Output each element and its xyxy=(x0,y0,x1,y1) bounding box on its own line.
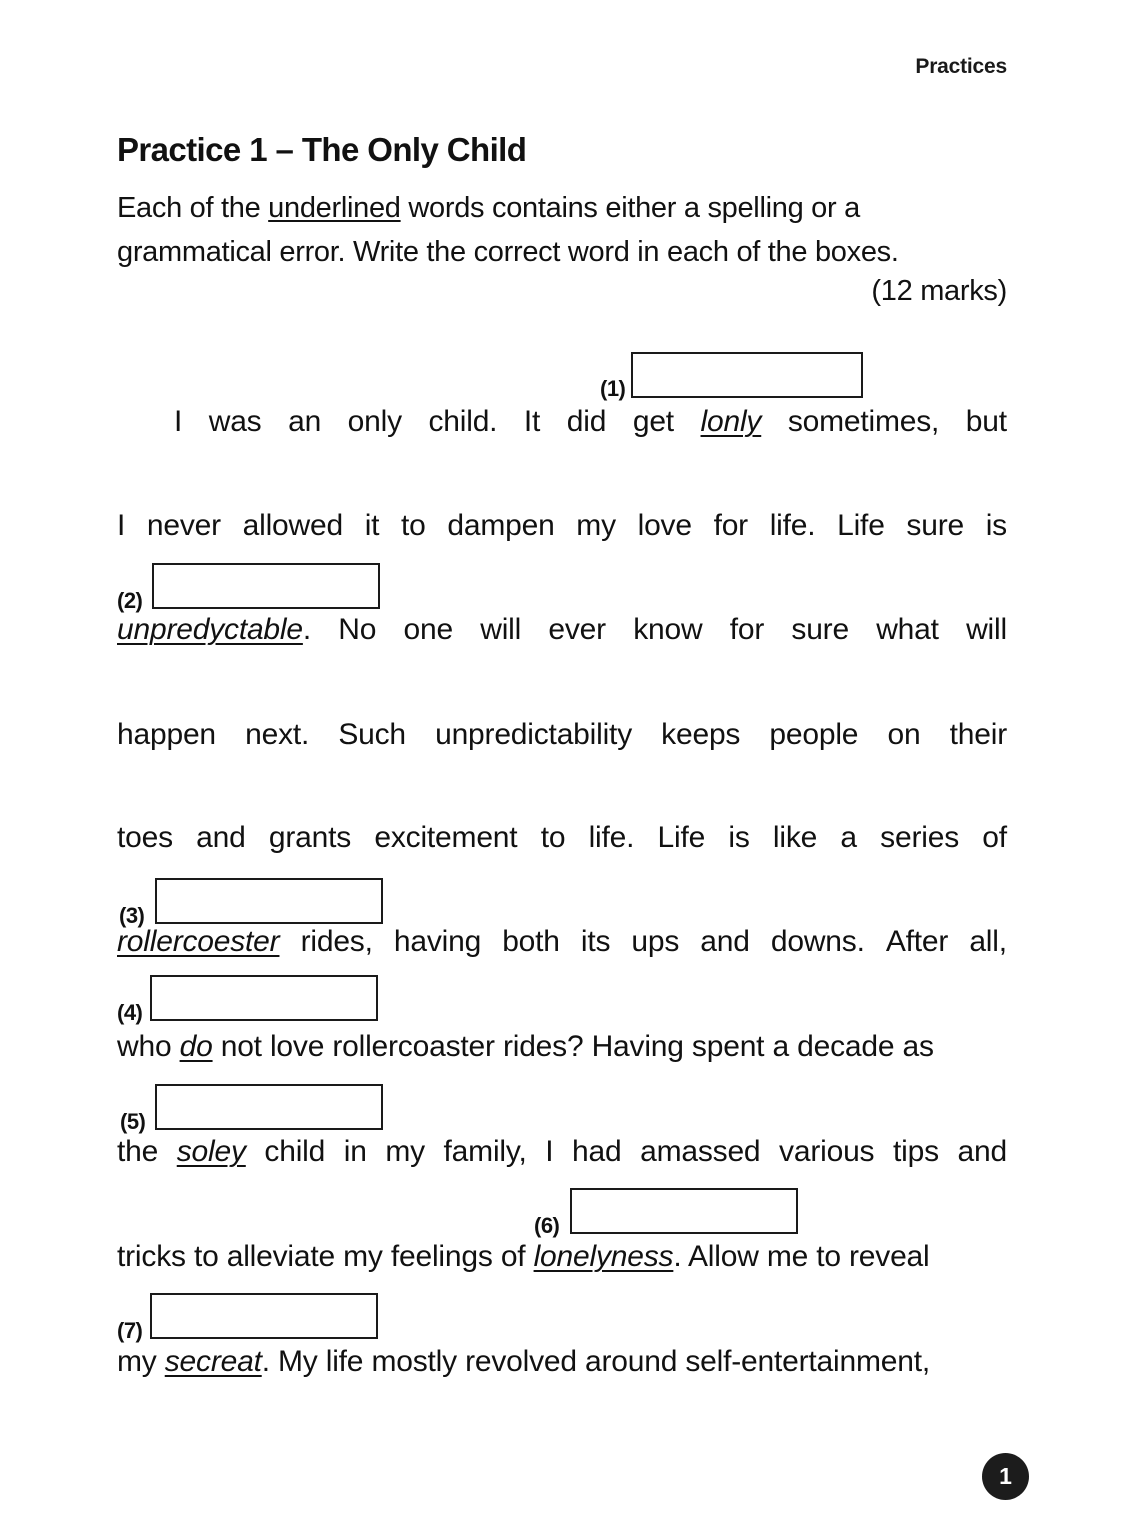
passage-word: to xyxy=(193,1240,219,1273)
passage-word: a xyxy=(840,821,857,854)
passage-word: an xyxy=(288,405,322,438)
passage-word: self-entertainment, xyxy=(685,1345,931,1378)
error-word: lonelyness. xyxy=(533,1240,682,1273)
instructions-text xyxy=(117,186,1010,274)
error-word xyxy=(177,1135,246,1169)
passage-word: my xyxy=(385,1135,425,1168)
passage-word: life. xyxy=(769,509,816,542)
passage-word: to xyxy=(540,821,566,854)
passage-word: excitement xyxy=(374,821,518,854)
passage-line xyxy=(117,405,1007,439)
passage-word: around xyxy=(585,1345,678,1378)
answer-box-1[interactable] xyxy=(631,352,863,398)
passage-word: child xyxy=(264,1135,326,1168)
running-head: Practices xyxy=(915,55,1007,78)
passage-word: it xyxy=(364,509,380,542)
error-word xyxy=(117,925,279,959)
passage-word: tricks xyxy=(117,1240,186,1273)
passage-word: all, xyxy=(969,925,1007,958)
error-word-underlined: unpredyctable xyxy=(117,613,303,646)
passage-word: for xyxy=(713,509,748,542)
answer-box-3[interactable] xyxy=(155,878,383,924)
error-word-underlined: rollercoester xyxy=(117,925,280,958)
instructions-part-1: Each of the xyxy=(117,192,269,224)
passage-word: No xyxy=(338,613,377,646)
answer-box-label-4: (4) xyxy=(117,1000,143,1025)
passage-word: a xyxy=(772,1030,789,1063)
passage-word: what xyxy=(876,613,939,646)
passage-word: my xyxy=(117,1345,157,1378)
passage-word: having xyxy=(393,925,482,958)
passage-word: unpredictability xyxy=(435,718,632,751)
passage-word: had xyxy=(571,1135,622,1168)
passage-word: I xyxy=(117,509,126,542)
passage-word: grants xyxy=(268,821,352,854)
answer-box-label-2: (2) xyxy=(117,588,143,613)
passage-word: series xyxy=(880,821,959,854)
answer-box-5[interactable] xyxy=(155,1084,383,1130)
passage-line xyxy=(117,1030,1007,1064)
passage-word: of xyxy=(500,1240,526,1273)
answer-box-label-7: (7) xyxy=(117,1318,143,1343)
passage-word: one xyxy=(403,613,453,646)
passage-word: rollercoaster xyxy=(332,1030,495,1063)
error-word-underlined: do xyxy=(179,1030,213,1063)
error-word xyxy=(701,405,762,439)
passage-word: alleviate xyxy=(226,1240,335,1273)
passage-word: next. xyxy=(245,718,310,751)
page-number-badge: 1 xyxy=(982,1453,1029,1500)
answer-box-4[interactable] xyxy=(150,975,378,1021)
passage-line xyxy=(117,925,1007,959)
error-word: unpredyctable. xyxy=(117,613,312,646)
answer-box-label-5: (5) xyxy=(120,1109,146,1134)
passage-word: people xyxy=(769,718,859,751)
answer-box-7[interactable] xyxy=(150,1293,378,1339)
passage-word: sure xyxy=(791,613,849,646)
passage-word: me xyxy=(766,1240,809,1273)
passage-word: on xyxy=(887,718,921,751)
passage-word: keeps xyxy=(661,718,741,751)
error-word: secreat. xyxy=(164,1345,270,1378)
answer-box-label-1: (1) xyxy=(600,376,626,401)
passage-word: and xyxy=(957,1135,1007,1168)
page-title: Practice 1 – The Only Child xyxy=(117,131,527,168)
error-word-underlined: lonly xyxy=(700,405,762,438)
marks-allocation: (12 marks) xyxy=(871,275,1007,307)
passage-word: reveal xyxy=(849,1240,930,1273)
passage-word: child. xyxy=(428,405,498,438)
passage-word: both xyxy=(502,925,560,958)
passage-word: sometimes, xyxy=(787,405,940,438)
passage-word: Such xyxy=(338,718,406,751)
passage-word: mostly xyxy=(371,1345,457,1378)
passage-word: tips xyxy=(892,1135,939,1168)
passage-word: various xyxy=(779,1135,875,1168)
passage-word: It xyxy=(523,405,541,438)
passage-word: Allow xyxy=(687,1240,759,1273)
passage-word: sure xyxy=(906,509,964,542)
passage-word: its xyxy=(580,925,611,958)
answer-box-label-3: (3) xyxy=(119,903,145,928)
passage-word: of xyxy=(982,821,1007,854)
passage-word: who xyxy=(117,1030,172,1063)
passage-word: to xyxy=(401,509,426,542)
passage-word: feelings xyxy=(390,1240,493,1273)
error-word xyxy=(180,1030,213,1063)
passage-word: get xyxy=(632,405,674,438)
passage-word: did xyxy=(566,405,607,438)
passage-word: After xyxy=(885,925,949,958)
error-word-underlined: soley xyxy=(176,1135,246,1168)
passage-word: as xyxy=(902,1030,934,1063)
passage-line xyxy=(117,509,1007,543)
passage-word: rides, xyxy=(300,925,373,958)
passage-word: is xyxy=(728,821,750,854)
passage-word: My xyxy=(278,1345,318,1378)
answer-box-label-6: (6) xyxy=(534,1213,560,1238)
passage-word: love xyxy=(269,1030,325,1063)
passage-line xyxy=(117,1240,1007,1274)
passage-word: know xyxy=(633,613,703,646)
passage-word: rides? xyxy=(502,1030,584,1063)
instructions-underlined-word: underlined xyxy=(268,192,401,224)
passage-word: happen xyxy=(117,718,216,751)
passage-word: I xyxy=(545,1135,554,1168)
passage-word: Having xyxy=(591,1030,684,1063)
passage-word: life xyxy=(325,1345,364,1378)
passage-word: revolved xyxy=(465,1345,577,1378)
passage-word: my xyxy=(576,509,616,542)
passage-word: allowed xyxy=(242,509,343,542)
passage-word: will xyxy=(966,613,1007,646)
error-word-underlined: secreat xyxy=(164,1345,262,1378)
instructions-part-2: words contains either a spelling or a grammatical error. Write the correct word in each of the boxes. xyxy=(117,192,899,268)
passage-word: toes xyxy=(117,821,173,854)
passage-line xyxy=(117,1135,1007,1169)
passage-word: the xyxy=(117,1135,159,1168)
passage-line xyxy=(117,613,1007,647)
passage-word: Life xyxy=(837,509,885,542)
passage-word: life. xyxy=(588,821,635,854)
passage-word: was xyxy=(208,405,262,438)
passage-word: their xyxy=(949,718,1007,751)
passage-word: dampen xyxy=(447,509,555,542)
passage-word: I xyxy=(174,405,183,438)
passage-word: and xyxy=(196,821,246,854)
passage-line xyxy=(117,821,1007,855)
passage-word: is xyxy=(985,509,1007,542)
passage-word: Life xyxy=(657,821,706,854)
passage-word: for xyxy=(729,613,765,646)
passage-word: in xyxy=(343,1135,367,1168)
passage-word: ever xyxy=(548,613,606,646)
passage-word: never xyxy=(146,509,221,542)
answer-box-2[interactable] xyxy=(152,563,380,609)
passage-word: ups xyxy=(631,925,680,958)
passage-word: to xyxy=(816,1240,841,1273)
passage-line xyxy=(117,718,1007,752)
passage-line xyxy=(117,1345,1007,1379)
passage-word: downs. xyxy=(770,925,865,958)
passage-word: but xyxy=(965,405,1007,438)
passage-word: and xyxy=(700,925,750,958)
passage-word: amassed xyxy=(640,1135,761,1168)
passage-word: will xyxy=(480,613,522,646)
passage-word: not xyxy=(220,1030,262,1063)
passage-word: spent xyxy=(691,1030,765,1063)
passage-word: love xyxy=(637,509,692,542)
error-word-underlined: lonelyness xyxy=(533,1240,674,1273)
passage-word: my xyxy=(343,1240,383,1273)
passage-word: family, xyxy=(443,1135,527,1168)
passage-word: like xyxy=(772,821,818,854)
answer-box-6[interactable] xyxy=(570,1188,798,1234)
passage-word: decade xyxy=(797,1030,895,1063)
passage-word: only xyxy=(347,405,402,438)
